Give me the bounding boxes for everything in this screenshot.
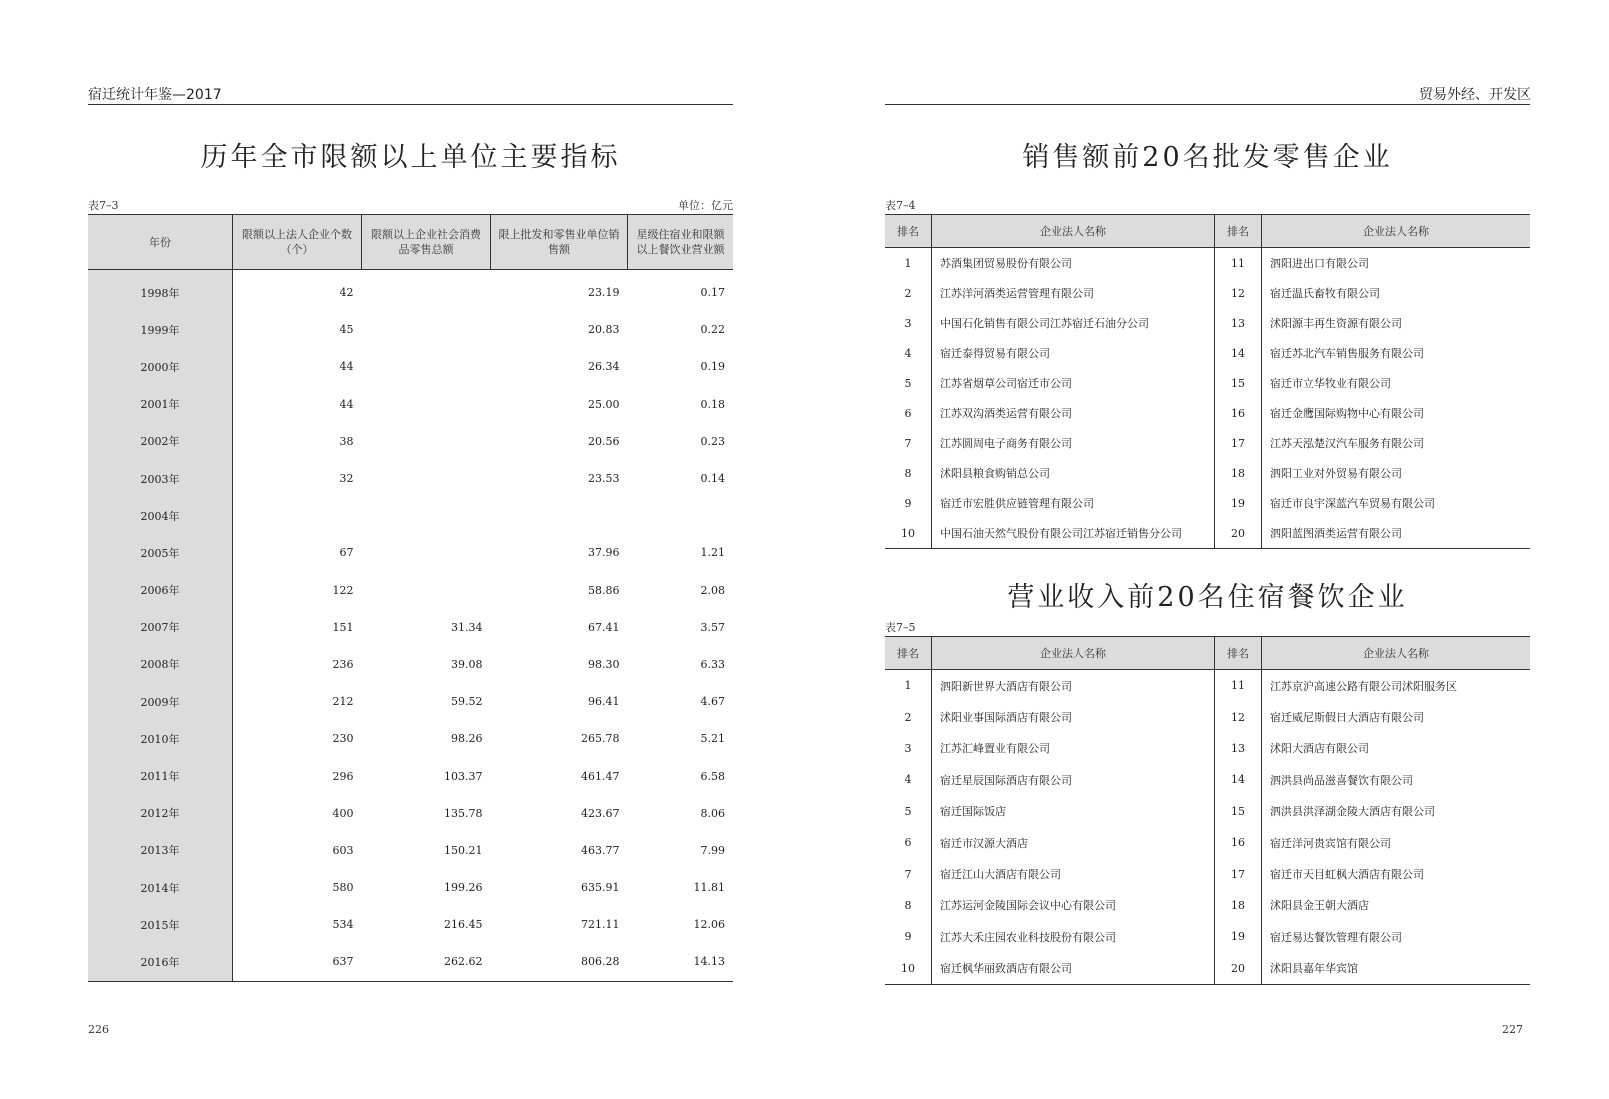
rank-cell: 10	[885, 953, 932, 985]
company-name-cell: 宿迁市立华牧业有限公司	[1262, 368, 1531, 398]
rank-cell: 4	[904, 773, 912, 787]
company-name-cell: 泗阳进出口有限公司	[1262, 248, 1531, 279]
table-row	[885, 428, 1530, 458]
year-cell: 2005年	[88, 534, 233, 571]
company-name-cell: 沭阳源丰再生资源有限公司	[1262, 308, 1531, 338]
table-7-3-unit: 单位：亿元	[678, 199, 733, 212]
table-7-5	[885, 636, 1530, 985]
value-cell: 96.41	[588, 695, 620, 709]
value-cell	[362, 423, 491, 460]
rank-cell: 17	[1215, 428, 1262, 458]
table-7-5-title: 营业收入前20名住宿餐饮企业	[1007, 582, 1408, 613]
value-cell: 67	[339, 546, 354, 560]
value-cell	[491, 497, 628, 534]
value-cell: 23.19	[588, 286, 620, 300]
table-row	[88, 869, 733, 906]
table-row	[885, 764, 1530, 795]
table-7-3-title: 历年全市限额以上单位主要指标	[200, 142, 621, 173]
rank-cell: 12	[1215, 278, 1262, 308]
rank-cell: 13	[1215, 733, 1262, 764]
value-cell: 32	[339, 472, 354, 486]
value-cell: 2.08	[700, 583, 725, 597]
value-cell: 296	[332, 769, 354, 783]
value-cell: 534	[332, 918, 354, 932]
value-cell	[362, 572, 491, 609]
table-row	[88, 683, 733, 720]
company-name-cell: 宿迁市天目虹枫大酒店有限公司	[1262, 858, 1531, 889]
company-name-cell: 江苏洋河酒类运营管理有限公司	[932, 278, 1215, 308]
table-row	[88, 572, 733, 609]
company-name-cell: 宿迁温氏畜牧有限公司	[1262, 278, 1531, 308]
column-header: 排名	[885, 637, 932, 670]
value-cell: 103.37	[444, 769, 483, 783]
year-cell: 2007年	[88, 609, 233, 646]
rank-cell: 3	[904, 741, 912, 755]
year-cell: 2015年	[88, 906, 233, 943]
year-cell: 2009年	[88, 683, 233, 720]
column-header: 排名	[1215, 215, 1262, 248]
value-cell: 11.81	[693, 881, 725, 895]
rank-cell: 10	[885, 518, 932, 549]
rank-cell: 1	[904, 679, 912, 693]
company-name-cell: 宿迁泰得贸易有限公司	[932, 338, 1215, 368]
rank-cell: 19	[1215, 921, 1262, 952]
value-cell: 400	[332, 806, 354, 820]
table-row	[885, 488, 1530, 518]
rank-cell: 8	[904, 898, 912, 912]
rank-cell: 11	[1215, 670, 1262, 702]
value-cell	[362, 497, 491, 534]
value-cell: 216.45	[444, 918, 483, 932]
company-name-cell: 江苏汇峰置业有限公司	[932, 733, 1215, 764]
value-cell: 230	[332, 732, 354, 746]
value-cell: 44	[339, 397, 354, 411]
rank-cell: 16	[1215, 827, 1262, 858]
company-name-cell: 宿迁星辰国际酒店有限公司	[932, 764, 1215, 795]
rank-cell: 12	[1215, 701, 1262, 732]
value-cell: 45	[339, 323, 354, 337]
company-name-cell: 宿迁金鹰国际购物中心有限公司	[1262, 398, 1531, 428]
company-name-cell: 江苏省烟草公司宿迁市公司	[932, 368, 1215, 398]
value-cell	[233, 497, 362, 534]
column-header: 企业法人名称	[932, 637, 1215, 670]
rank-cell: 15	[1215, 796, 1262, 827]
table-row	[885, 518, 1530, 549]
rank-cell: 2	[904, 286, 912, 300]
company-name-cell: 江苏京沪高速公路有限公司沭阳服务区	[1262, 670, 1531, 702]
running-header-right: 贸易外经、开发区	[1419, 87, 1531, 103]
table-row	[88, 534, 733, 571]
table-row	[88, 646, 733, 683]
value-cell: 0.17	[700, 286, 725, 300]
value-cell: 7.99	[700, 843, 725, 857]
table-header-row	[885, 637, 1530, 670]
company-name-cell: 宿迁洋河贵宾馆有限公司	[1262, 827, 1531, 858]
value-cell	[362, 311, 491, 348]
year-cell: 1999年	[88, 311, 233, 348]
year-cell: 1998年	[88, 270, 233, 312]
table-row	[885, 921, 1530, 952]
company-name-cell: 泗洪县洪泽湖金陵大酒店有限公司	[1262, 796, 1531, 827]
year-cell: 2011年	[88, 757, 233, 794]
value-cell: 151	[332, 620, 354, 634]
rank-cell: 6	[904, 406, 912, 420]
value-cell: 23.53	[588, 472, 620, 486]
year-cell: 2008年	[88, 646, 233, 683]
column-header: 企业法人名称	[1262, 637, 1531, 670]
value-cell: 262.62	[362, 943, 491, 981]
table-row	[88, 757, 733, 794]
year-cell: 2010年	[88, 720, 233, 757]
company-name-cell: 江苏圆周电子商务有限公司	[932, 428, 1215, 458]
table-row	[885, 827, 1530, 858]
column-header: 企业法人名称	[1262, 215, 1531, 248]
value-cell	[362, 534, 491, 571]
table-7-4-tag: 表7–4	[885, 199, 916, 212]
rank-cell: 13	[1215, 308, 1262, 338]
column-header: 企业法人名称	[932, 215, 1215, 248]
column-header: 星级住宿业和限额以上餐饮业营业额	[628, 215, 734, 270]
table-7-3	[88, 214, 733, 982]
value-cell: 135.78	[444, 806, 483, 820]
value-cell	[362, 270, 491, 312]
rank-cell: 4	[904, 346, 912, 360]
column-header: 限额以上企业社会消费品零售总额	[362, 215, 491, 270]
page-number-right: 227	[1502, 1023, 1523, 1036]
table-row	[885, 796, 1530, 827]
value-cell: 122	[332, 583, 354, 597]
running-header-left: 宿迁统计年鉴—2017	[88, 87, 222, 103]
company-name-cell: 江苏天泓楚汉汽车服务有限公司	[1262, 428, 1531, 458]
year-cell: 2014年	[88, 869, 233, 906]
table-row	[88, 460, 733, 497]
year-cell: 2002年	[88, 423, 233, 460]
value-cell: 5.21	[700, 732, 725, 746]
table-row	[885, 458, 1530, 488]
value-cell: 721.11	[581, 918, 620, 932]
table-row	[88, 609, 733, 646]
value-cell: 580	[332, 881, 354, 895]
rank-cell: 5	[904, 804, 912, 818]
table-row	[88, 423, 733, 460]
company-name-cell: 宿迁市汉源大酒店	[932, 827, 1215, 858]
table-header-row	[88, 215, 733, 270]
company-name-cell: 宿迁易达餐饮管理有限公司	[1262, 921, 1531, 952]
value-cell: 14.13	[628, 943, 734, 981]
rank-cell: 15	[1215, 368, 1262, 398]
value-cell: 6.33	[700, 657, 725, 671]
table-row	[885, 953, 1530, 985]
rank-cell: 7	[904, 436, 912, 450]
table-row	[885, 368, 1530, 398]
value-cell: 463.77	[581, 843, 620, 857]
header-rule-left	[88, 104, 733, 105]
rank-cell: 3	[904, 316, 912, 330]
table-row	[885, 308, 1530, 338]
table-row	[88, 270, 733, 312]
value-cell: 1.21	[700, 546, 725, 560]
table-row	[885, 248, 1530, 279]
table-7-4	[885, 214, 1530, 549]
table-row	[88, 348, 733, 385]
value-cell: 603	[332, 843, 354, 857]
year-cell: 2016年	[88, 943, 233, 981]
table-row	[885, 701, 1530, 732]
table-row	[88, 497, 733, 534]
year-cell: 2000年	[88, 348, 233, 385]
table-row	[88, 943, 733, 981]
value-cell: 31.34	[451, 620, 483, 634]
value-cell: 212	[332, 695, 354, 709]
company-name-cell: 沭阳大酒店有限公司	[1262, 733, 1531, 764]
table-row	[88, 906, 733, 943]
rank-cell: 14	[1215, 338, 1262, 368]
company-name-cell: 宿迁国际饭店	[932, 796, 1215, 827]
page-number-left: 226	[88, 1023, 109, 1036]
rank-cell: 9	[904, 930, 912, 944]
table-row	[885, 278, 1530, 308]
year-cell: 2003年	[88, 460, 233, 497]
value-cell	[362, 386, 491, 423]
table-row	[88, 386, 733, 423]
company-name-cell: 泗阳新世界大酒店有限公司	[932, 670, 1215, 702]
value-cell: 39.08	[451, 657, 483, 671]
value-cell: 265.78	[581, 732, 620, 746]
table-row	[88, 832, 733, 869]
table-row	[88, 795, 733, 832]
value-cell	[362, 460, 491, 497]
value-cell: 150.21	[444, 843, 483, 857]
value-cell: 38	[339, 434, 354, 448]
table-row	[885, 398, 1530, 428]
company-name-cell: 沭阳县嘉年华宾馆	[1262, 953, 1531, 985]
rank-cell: 8	[904, 466, 912, 480]
value-cell: 26.34	[588, 360, 620, 374]
rank-cell: 14	[1215, 764, 1262, 795]
company-name-cell: 宿迁市宏胜供应链管理有限公司	[932, 488, 1215, 518]
header-rule-right	[885, 104, 1530, 105]
table-row	[885, 733, 1530, 764]
value-cell: 98.26	[451, 732, 483, 746]
company-name-cell: 江苏双沟酒类运营有限公司	[932, 398, 1215, 428]
value-cell: 0.18	[700, 397, 725, 411]
table-7-5-tag: 表7–5	[885, 621, 916, 634]
value-cell: 0.14	[700, 472, 725, 486]
value-cell: 635.91	[581, 881, 620, 895]
value-cell: 3.57	[700, 620, 725, 634]
year-cell: 2012年	[88, 795, 233, 832]
company-name-cell: 宿迁威尼斯假日大酒店有限公司	[1262, 701, 1531, 732]
company-name-cell: 江苏运河金陵国际会议中心有限公司	[932, 890, 1215, 921]
value-cell	[628, 497, 734, 534]
company-name-cell: 泗阳工业对外贸易有限公司	[1262, 458, 1531, 488]
value-cell: 461.47	[581, 769, 620, 783]
column-header: 限额以上法人企业个数（个）	[233, 215, 362, 270]
column-header: 排名	[885, 215, 932, 248]
company-name-cell: 中国石油天然气股份有限公司江苏宿迁销售分公司	[932, 518, 1215, 549]
table-row	[885, 338, 1530, 368]
value-cell: 25.00	[588, 397, 620, 411]
rank-cell: 16	[1215, 398, 1262, 428]
value-cell: 423.67	[581, 806, 620, 820]
column-header: 排名	[1215, 637, 1262, 670]
rank-cell: 2	[904, 710, 912, 724]
rank-cell: 5	[904, 376, 912, 390]
company-name-cell: 泗洪县尚品滋喜餐饮有限公司	[1262, 764, 1531, 795]
value-cell: 0.22	[700, 323, 725, 337]
value-cell: 42	[339, 286, 354, 300]
rank-cell: 11	[1215, 248, 1262, 279]
value-cell: 20.56	[588, 434, 620, 448]
value-cell: 67.41	[588, 620, 620, 634]
year-cell: 2006年	[88, 572, 233, 609]
table-7-3-tag: 表7–3	[88, 199, 119, 212]
value-cell	[362, 348, 491, 385]
year-cell: 2013年	[88, 832, 233, 869]
value-cell: 6.58	[700, 769, 725, 783]
value-cell: 8.06	[700, 806, 725, 820]
column-header: 限上批发和零售业单位销售额	[491, 215, 628, 270]
value-cell: 98.30	[588, 657, 620, 671]
rank-cell: 1	[904, 256, 912, 270]
table-header-row	[885, 215, 1530, 248]
table-row	[885, 670, 1530, 702]
table-row	[885, 858, 1530, 889]
company-name-cell: 沭阳县粮食购销总公司	[932, 458, 1215, 488]
value-cell: 0.23	[700, 434, 725, 448]
value-cell: 637	[233, 943, 362, 981]
value-cell: 44	[339, 360, 354, 374]
value-cell: 0.19	[700, 360, 725, 374]
year-cell: 2001年	[88, 386, 233, 423]
value-cell: 236	[332, 657, 354, 671]
rank-cell: 17	[1215, 858, 1262, 889]
value-cell: 806.28	[491, 943, 628, 981]
company-name-cell: 泗阳蓝图酒类运营有限公司	[1262, 518, 1531, 549]
value-cell: 4.67	[700, 695, 725, 709]
table-row	[88, 720, 733, 757]
rank-cell: 20	[1215, 953, 1262, 985]
rank-cell: 7	[904, 867, 912, 881]
rank-cell: 18	[1215, 890, 1262, 921]
value-cell: 37.96	[588, 546, 620, 560]
value-cell: 12.06	[693, 918, 725, 932]
table-7-4-title: 销售额前20名批发零售企业	[1022, 142, 1393, 173]
rank-cell: 18	[1215, 458, 1262, 488]
company-name-cell: 沭阳县金王朝大酒店	[1262, 890, 1531, 921]
company-name-cell: 苏酒集团贸易股份有限公司	[932, 248, 1215, 279]
company-name-cell: 宿迁苏北汽车销售服务有限公司	[1262, 338, 1531, 368]
rank-cell: 20	[1215, 518, 1262, 549]
value-cell: 199.26	[444, 881, 483, 895]
company-name-cell: 宿迁江山大酒店有限公司	[932, 858, 1215, 889]
table-row	[885, 890, 1530, 921]
value-cell: 59.52	[451, 695, 483, 709]
company-name-cell: 宿迁市良宇深蓝汽车贸易有限公司	[1262, 488, 1531, 518]
year-cell: 2004年	[88, 497, 233, 534]
company-name-cell: 沭阳业事国际酒店有限公司	[932, 701, 1215, 732]
company-name-cell: 江苏大禾庄园农业科技股份有限公司	[932, 921, 1215, 952]
company-name-cell: 中国石化销售有限公司江苏宿迁石油分公司	[932, 308, 1215, 338]
rank-cell: 19	[1215, 488, 1262, 518]
table-row	[88, 311, 733, 348]
value-cell: 20.83	[588, 323, 620, 337]
rank-cell: 9	[904, 496, 912, 510]
rank-cell: 6	[904, 836, 912, 850]
company-name-cell: 宿迁枫华丽致酒店有限公司	[932, 953, 1215, 985]
value-cell: 58.86	[588, 583, 620, 597]
column-header: 年份	[88, 215, 233, 270]
